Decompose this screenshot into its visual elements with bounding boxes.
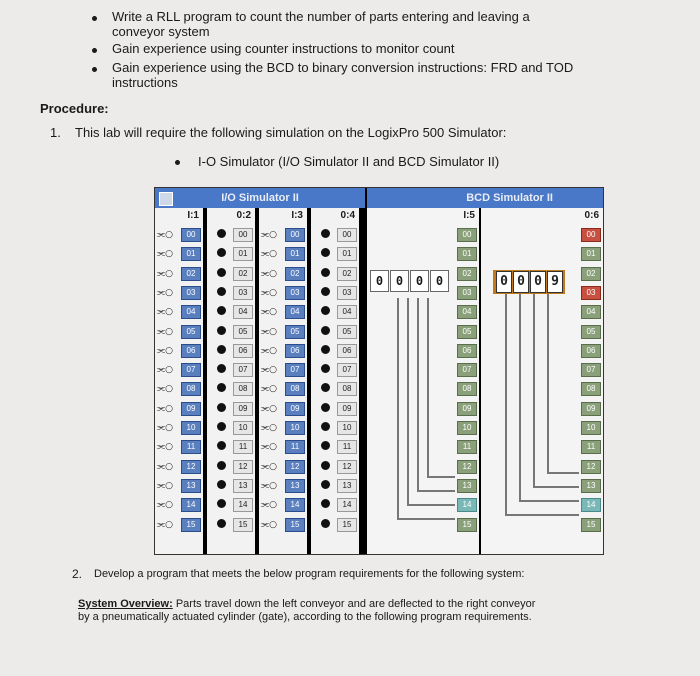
bit-address-label: 14 bbox=[285, 498, 305, 512]
bcd-thumbwheel-digit[interactable]: 0 bbox=[370, 270, 389, 292]
bcd-input-bit: 07 bbox=[457, 363, 477, 377]
objective-1-line-2: conveyor system bbox=[112, 24, 210, 39]
bit-address-label: 01 bbox=[337, 247, 357, 261]
input-row[interactable] bbox=[261, 265, 307, 281]
bcd-output-digit: 0 bbox=[496, 271, 512, 293]
bcd-wire bbox=[407, 298, 409, 504]
toggle-switch-icon[interactable]: ⫘○ bbox=[261, 519, 277, 530]
bit-address-label: 14 bbox=[181, 498, 201, 512]
bcd-thumbwheel-digit[interactable]: 0 bbox=[410, 270, 429, 292]
objective-1-line-1: Write a RLL program to count the number of parts entering and leaving a bbox=[112, 9, 530, 24]
output-row bbox=[209, 245, 255, 261]
bcd-input-bit: 02 bbox=[457, 267, 477, 281]
step-2-text: Develop a program that meets the below program requirements for the following system: bbox=[94, 568, 525, 580]
bit-address-label: 15 bbox=[337, 518, 357, 532]
bit-address-label: 04 bbox=[337, 305, 357, 319]
bit-address-label: 02 bbox=[233, 267, 253, 281]
bit-address-label: 06 bbox=[233, 344, 253, 358]
bcd-output-digit: 0 bbox=[513, 271, 529, 293]
input-row[interactable] bbox=[261, 380, 307, 396]
bit-address-label: 08 bbox=[285, 382, 305, 396]
toggle-switch-icon[interactable]: ⫘○ bbox=[157, 480, 173, 491]
output-led-icon bbox=[217, 364, 226, 373]
bit-address-label: 03 bbox=[285, 286, 305, 300]
output-row bbox=[313, 438, 359, 454]
input-row[interactable] bbox=[157, 226, 203, 242]
input-row[interactable] bbox=[261, 226, 307, 242]
output-led-icon bbox=[321, 383, 330, 392]
input-row[interactable] bbox=[261, 516, 307, 532]
bcd-output-digit: 9 bbox=[547, 271, 563, 293]
bit-address-label: 02 bbox=[285, 267, 305, 281]
bcd-input-bit: 09 bbox=[457, 402, 477, 416]
bcd-wire bbox=[533, 486, 579, 488]
toggle-switch-icon[interactable]: ⫘○ bbox=[261, 461, 277, 472]
toggle-switch-icon[interactable]: ⫘○ bbox=[157, 249, 173, 260]
input-row[interactable] bbox=[157, 303, 203, 319]
output-led-icon bbox=[217, 345, 226, 354]
toggle-switch-icon[interactable]: ⫘○ bbox=[157, 365, 173, 376]
input-row[interactable] bbox=[261, 323, 307, 339]
bcd-input-bit: 05 bbox=[457, 325, 477, 339]
toggle-switch-icon[interactable]: ⫘○ bbox=[157, 287, 173, 298]
bcd-input-bit: 12 bbox=[457, 460, 477, 474]
input-row[interactable] bbox=[157, 516, 203, 532]
bit-address-label: 10 bbox=[285, 421, 305, 435]
bit-address-label: 11 bbox=[285, 440, 305, 454]
output-row bbox=[209, 226, 255, 242]
bcd-input-header: I:5 bbox=[463, 210, 475, 221]
bcd-output-bit: 00 bbox=[581, 228, 601, 242]
bit-address-label: 05 bbox=[285, 325, 305, 339]
output-row bbox=[313, 303, 359, 319]
input-row[interactable] bbox=[157, 284, 203, 300]
bit-address-label: 00 bbox=[285, 228, 305, 242]
input-row[interactable] bbox=[157, 496, 203, 512]
output-led-icon bbox=[217, 268, 226, 277]
input-row[interactable] bbox=[261, 458, 307, 474]
output-led-icon bbox=[321, 480, 330, 489]
bit-address-label: 01 bbox=[233, 247, 253, 261]
output-row bbox=[209, 419, 255, 435]
step-1-number: 1. bbox=[50, 125, 61, 140]
bit-address-label: 10 bbox=[233, 421, 253, 435]
bit-address-label: 15 bbox=[233, 518, 253, 532]
bcd-output-column bbox=[579, 208, 601, 554]
bit-address-label: 09 bbox=[337, 402, 357, 416]
menu-icon[interactable] bbox=[159, 192, 173, 206]
output-row bbox=[313, 245, 359, 261]
output-row bbox=[209, 380, 255, 396]
bit-address-label: 03 bbox=[233, 286, 253, 300]
toggle-switch-icon[interactable]: ⫘○ bbox=[261, 500, 277, 511]
output-led-icon bbox=[321, 499, 330, 508]
bcd-wire bbox=[427, 476, 455, 478]
overview-text-1: Parts travel down the left conveyor and are deflected to the right conveyor bbox=[172, 598, 536, 610]
bcd-output-bit: 08 bbox=[581, 382, 601, 396]
overview-line-2: by a pneumatically actuated cylinder (gate), according to the following program requirements. bbox=[78, 611, 532, 623]
output-led-icon bbox=[321, 519, 330, 528]
bullet-dot bbox=[92, 48, 97, 53]
toggle-switch-icon[interactable]: ⫘○ bbox=[261, 423, 277, 433]
output-row bbox=[313, 516, 359, 532]
output-led-icon bbox=[217, 306, 226, 315]
output-led-icon bbox=[321, 441, 330, 450]
toggle-switch-icon[interactable]: ⫘○ bbox=[157, 500, 173, 511]
output-led-icon bbox=[321, 248, 330, 257]
output-row bbox=[209, 458, 255, 474]
bit-address-label: 13 bbox=[181, 479, 201, 493]
bit-address-label: 04 bbox=[181, 305, 201, 319]
bit-address-label: 08 bbox=[181, 382, 201, 396]
bcd-wire bbox=[427, 298, 429, 476]
bit-address-label: 02 bbox=[181, 267, 201, 281]
io-column-1 bbox=[155, 208, 205, 554]
toggle-switch-icon[interactable]: ⫘○ bbox=[157, 461, 173, 472]
bit-address-label: 04 bbox=[233, 305, 253, 319]
bcd-wire bbox=[505, 514, 579, 516]
output-row bbox=[209, 342, 255, 358]
bcd-wire bbox=[519, 500, 579, 502]
bcd-wire bbox=[505, 294, 507, 514]
toggle-switch-icon[interactable]: ⫘○ bbox=[261, 403, 277, 414]
bcd-wire bbox=[397, 518, 455, 520]
bit-address-label: 07 bbox=[181, 363, 201, 377]
bit-address-label: 11 bbox=[233, 440, 253, 454]
bullet-dot bbox=[92, 16, 97, 21]
output-row bbox=[313, 226, 359, 242]
output-row bbox=[209, 438, 255, 454]
io-column-3 bbox=[259, 208, 309, 554]
toggle-switch-icon[interactable]: ⫘○ bbox=[157, 307, 173, 318]
bcd-input-bit: 13 bbox=[457, 479, 477, 493]
procedure-heading: Procedure: bbox=[40, 101, 109, 116]
bit-address-label: 08 bbox=[337, 382, 357, 396]
input-row[interactable] bbox=[261, 438, 307, 454]
input-row[interactable] bbox=[157, 380, 203, 396]
output-row bbox=[313, 496, 359, 512]
bcd-input-column bbox=[455, 208, 477, 554]
output-led-icon bbox=[321, 461, 330, 470]
bit-address-label: 01 bbox=[181, 247, 201, 261]
toggle-switch-icon[interactable]: ⫘○ bbox=[157, 403, 173, 414]
io-simulator-title: I/O Simulator II bbox=[221, 192, 299, 204]
output-led-icon bbox=[321, 229, 330, 238]
bcd-input-bit: 15 bbox=[457, 518, 477, 532]
toggle-switch-icon[interactable]: ⫘○ bbox=[157, 326, 173, 337]
bit-address-label: 14 bbox=[233, 498, 253, 512]
output-led-icon bbox=[217, 403, 226, 412]
bcd-output-bit: 05 bbox=[581, 325, 601, 339]
toggle-switch-icon[interactable]: ⫘○ bbox=[261, 384, 277, 395]
output-led-icon bbox=[217, 326, 226, 335]
input-row[interactable] bbox=[157, 438, 203, 454]
bcd-output-bit: 14 bbox=[581, 498, 601, 512]
bit-address-label: 05 bbox=[181, 325, 201, 339]
toggle-switch-icon[interactable]: ⫘○ bbox=[157, 268, 173, 279]
output-row bbox=[313, 419, 359, 435]
bit-address-label: 03 bbox=[181, 286, 201, 300]
bcd-input-bit: 03 bbox=[457, 286, 477, 300]
input-row[interactable] bbox=[157, 361, 203, 377]
toggle-switch-icon[interactable]: ⫘○ bbox=[261, 365, 277, 376]
bcd-input-bit: 11 bbox=[457, 440, 477, 454]
input-row[interactable] bbox=[157, 477, 203, 493]
io-panel bbox=[155, 208, 365, 554]
toggle-switch-icon[interactable]: ⫘○ bbox=[157, 230, 173, 240]
step-2-number: 2. bbox=[72, 567, 83, 581]
output-led-icon bbox=[321, 364, 330, 373]
toggle-switch-icon[interactable]: ⫘○ bbox=[261, 287, 277, 298]
output-row bbox=[313, 265, 359, 281]
bcd-wire bbox=[547, 472, 579, 474]
bit-address-label: 10 bbox=[337, 421, 357, 435]
toggle-switch-icon[interactable]: ⫘○ bbox=[261, 230, 277, 240]
bit-address-label: 06 bbox=[181, 344, 201, 358]
bcd-input-bit: 08 bbox=[457, 382, 477, 396]
overview-line-1 bbox=[78, 597, 535, 611]
input-row[interactable] bbox=[157, 342, 203, 358]
output-led-icon bbox=[217, 441, 226, 450]
toggle-switch-icon[interactable]: ⫘○ bbox=[261, 345, 277, 356]
bcd-output-panel bbox=[481, 208, 603, 554]
bcd-wire bbox=[547, 294, 549, 472]
bcd-input-bit: 06 bbox=[457, 344, 477, 358]
bit-address-label: 12 bbox=[285, 460, 305, 474]
bit-address-label: 05 bbox=[233, 325, 253, 339]
bullet-dot bbox=[92, 67, 97, 72]
bit-address-label: 12 bbox=[233, 460, 253, 474]
output-row bbox=[209, 361, 255, 377]
output-row bbox=[209, 303, 255, 319]
output-row bbox=[313, 477, 359, 493]
input-row[interactable] bbox=[261, 400, 307, 416]
output-row bbox=[209, 284, 255, 300]
bcd-simulator-title: BCD Simulator II bbox=[466, 192, 553, 204]
output-row bbox=[313, 342, 359, 358]
bcd-simulator-titlebar bbox=[367, 188, 603, 208]
io-column-header: I:1 bbox=[187, 210, 199, 221]
toggle-switch-icon[interactable]: ⫘○ bbox=[157, 423, 173, 433]
input-row[interactable] bbox=[261, 342, 307, 358]
bcd-output-bit: 11 bbox=[581, 440, 601, 454]
bit-address-label: 00 bbox=[233, 228, 253, 242]
bit-address-label: 02 bbox=[337, 267, 357, 281]
step-1-text: This lab will require the following simulation on the LogixPro 500 Simulator: bbox=[75, 125, 507, 140]
output-row bbox=[313, 361, 359, 377]
io-simulator-titlebar bbox=[155, 188, 365, 208]
bcd-output-bit: 06 bbox=[581, 344, 601, 358]
input-row[interactable] bbox=[261, 284, 307, 300]
bit-address-label: 11 bbox=[337, 440, 357, 454]
output-led-icon bbox=[217, 422, 226, 431]
output-led-icon bbox=[217, 519, 226, 528]
bit-address-label: 12 bbox=[337, 460, 357, 474]
objective-3-line-1: Gain experience using the BCD to binary conversion instructions: FRD and TOD bbox=[112, 60, 574, 75]
objective-2: Gain experience using counter instructions to monitor count bbox=[112, 41, 455, 56]
bit-address-label: 03 bbox=[337, 286, 357, 300]
output-led-icon bbox=[321, 345, 330, 354]
output-led-icon bbox=[321, 306, 330, 315]
output-row bbox=[313, 400, 359, 416]
bit-address-label: 13 bbox=[337, 479, 357, 493]
bcd-output-bit: 12 bbox=[581, 460, 601, 474]
toggle-switch-icon[interactable]: ⫘○ bbox=[261, 326, 277, 337]
output-led-icon bbox=[217, 480, 226, 489]
bit-address-label: 01 bbox=[285, 247, 305, 261]
objective-3-line-2: instructions bbox=[112, 75, 178, 90]
output-row bbox=[209, 477, 255, 493]
bit-address-label: 14 bbox=[337, 498, 357, 512]
simulator-bullet: I-O Simulator (I/O Simulator II and BCD Simulator II) bbox=[198, 154, 500, 169]
bcd-output-bit: 02 bbox=[581, 267, 601, 281]
bcd-output-bit: 13 bbox=[581, 479, 601, 493]
bit-address-label: 15 bbox=[181, 518, 201, 532]
input-row[interactable] bbox=[261, 361, 307, 377]
output-row bbox=[313, 284, 359, 300]
input-row[interactable] bbox=[261, 419, 307, 435]
input-row[interactable] bbox=[157, 419, 203, 435]
bit-address-label: 07 bbox=[337, 363, 357, 377]
input-row[interactable] bbox=[157, 400, 203, 416]
bit-address-label: 13 bbox=[285, 479, 305, 493]
bit-address-label: 15 bbox=[285, 518, 305, 532]
bcd-wire bbox=[397, 298, 399, 518]
input-row[interactable] bbox=[261, 477, 307, 493]
toggle-switch-icon[interactable]: ⫘○ bbox=[157, 519, 173, 530]
output-row bbox=[209, 516, 255, 532]
bit-address-label: 07 bbox=[233, 363, 253, 377]
bcd-input-bit: 14 bbox=[457, 498, 477, 512]
output-led-icon bbox=[321, 287, 330, 296]
bcd-input-bit: 04 bbox=[457, 305, 477, 319]
bcd-input-bit: 00 bbox=[457, 228, 477, 242]
bcd-output-bit: 03 bbox=[581, 286, 601, 300]
bcd-output-digit: 0 bbox=[530, 271, 546, 293]
toggle-switch-icon[interactable]: ⫘○ bbox=[157, 384, 173, 395]
bit-address-label: 08 bbox=[233, 382, 253, 396]
output-led-icon bbox=[217, 383, 226, 392]
bit-address-label: 05 bbox=[337, 325, 357, 339]
output-row bbox=[313, 458, 359, 474]
bit-address-label: 13 bbox=[233, 479, 253, 493]
bit-address-label: 00 bbox=[181, 228, 201, 242]
output-led-icon bbox=[217, 248, 226, 257]
bit-address-label: 12 bbox=[181, 460, 201, 474]
logixpro-simulator bbox=[154, 187, 604, 555]
bcd-output-bit: 07 bbox=[581, 363, 601, 377]
bit-address-label: 04 bbox=[285, 305, 305, 319]
output-led-icon bbox=[217, 461, 226, 470]
input-row[interactable] bbox=[157, 323, 203, 339]
bullet-dot bbox=[175, 160, 180, 165]
input-row[interactable] bbox=[157, 265, 203, 281]
input-row[interactable] bbox=[261, 496, 307, 512]
bcd-wire bbox=[519, 294, 521, 500]
input-row[interactable] bbox=[157, 245, 203, 261]
toggle-switch-icon[interactable]: ⫘○ bbox=[157, 345, 173, 356]
bit-address-label: 07 bbox=[285, 363, 305, 377]
output-led-icon bbox=[321, 422, 330, 431]
output-led-icon bbox=[321, 326, 330, 335]
overview-label: System Overview: bbox=[78, 598, 173, 610]
io-column-header: 0:2 bbox=[236, 210, 251, 221]
output-row bbox=[209, 323, 255, 339]
toggle-switch-icon[interactable]: ⫘○ bbox=[261, 307, 277, 318]
io-column-header: I:3 bbox=[291, 210, 303, 221]
output-row bbox=[313, 380, 359, 396]
bcd-output-bit: 15 bbox=[581, 518, 601, 532]
output-led-icon bbox=[217, 229, 226, 238]
bcd-input-bit: 01 bbox=[457, 247, 477, 261]
output-led-icon bbox=[217, 287, 226, 296]
bcd-output-bit: 09 bbox=[581, 402, 601, 416]
bit-address-label: 10 bbox=[181, 421, 201, 435]
bcd-wire bbox=[533, 294, 535, 486]
toggle-switch-icon[interactable]: ⫘○ bbox=[261, 249, 277, 260]
bcd-thumbwheel-digit[interactable]: 0 bbox=[390, 270, 409, 292]
bcd-output-header: 0:6 bbox=[584, 210, 599, 221]
bcd-input-panel bbox=[367, 208, 479, 554]
output-row bbox=[209, 400, 255, 416]
bit-address-label: 09 bbox=[181, 402, 201, 416]
bit-address-label: 06 bbox=[285, 344, 305, 358]
output-row bbox=[209, 496, 255, 512]
toggle-switch-icon[interactable]: ⫘○ bbox=[261, 442, 277, 453]
bcd-output-bit: 04 bbox=[581, 305, 601, 319]
output-led-icon bbox=[217, 499, 226, 508]
bcd-output-bit: 10 bbox=[581, 421, 601, 435]
bcd-thumbwheel-digit[interactable]: 0 bbox=[430, 270, 449, 292]
bit-address-label: 00 bbox=[337, 228, 357, 242]
io-column-2 bbox=[207, 208, 257, 554]
output-row bbox=[313, 323, 359, 339]
output-row bbox=[209, 265, 255, 281]
bit-address-label: 09 bbox=[285, 402, 305, 416]
bcd-wire bbox=[417, 490, 455, 492]
bit-address-label: 11 bbox=[181, 440, 201, 454]
toggle-switch-icon[interactable]: ⫘○ bbox=[261, 268, 277, 279]
bcd-output-bit: 01 bbox=[581, 247, 601, 261]
io-column-4 bbox=[311, 208, 361, 554]
bit-address-label: 09 bbox=[233, 402, 253, 416]
toggle-switch-icon[interactable]: ⫘○ bbox=[157, 442, 173, 453]
input-row[interactable] bbox=[261, 303, 307, 319]
output-led-icon bbox=[321, 403, 330, 412]
bcd-wire bbox=[407, 504, 455, 506]
output-led-icon bbox=[321, 268, 330, 277]
input-row[interactable] bbox=[157, 458, 203, 474]
bcd-input-bit: 10 bbox=[457, 421, 477, 435]
toggle-switch-icon[interactable]: ⫘○ bbox=[261, 480, 277, 491]
bcd-wire bbox=[417, 298, 419, 490]
io-column-header: 0:4 bbox=[340, 210, 355, 221]
input-row[interactable] bbox=[261, 245, 307, 261]
bit-address-label: 06 bbox=[337, 344, 357, 358]
